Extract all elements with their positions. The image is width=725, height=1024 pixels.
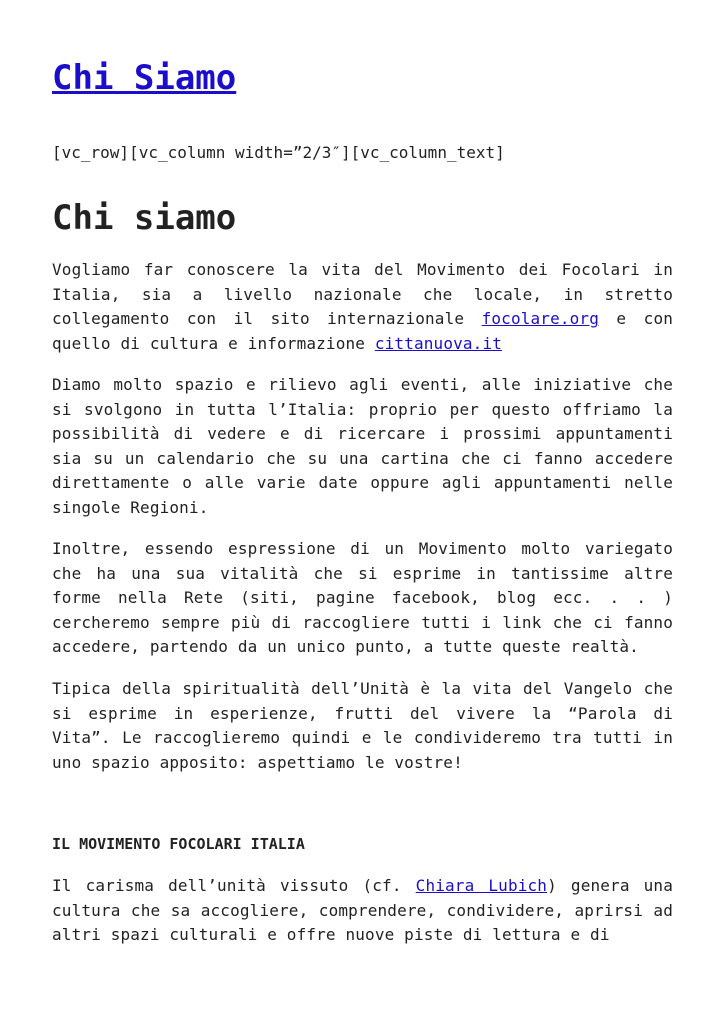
cittanuova-link[interactable]: cittanuova.it xyxy=(374,333,503,353)
subsection-heading: IL MOVIMENTO FOCOLARI ITALIA xyxy=(52,835,305,853)
intro-text-start: Vogliamo far conoscere la vita del Movimento dei Focolari in Italia, sia a livello nazionale che locale, in stretto collegamento con il sito internazionale xyxy=(52,260,673,329)
charism-text-start: Il carisma dell’unità vissuto (cf. xyxy=(52,876,416,895)
charism-paragraph xyxy=(52,874,673,948)
events-paragraph: Diamo molto spazio e rilievo agli eventi, alle iniziative che si svolgono in tutta l’Italia: proprio per questo offriamo la possibilità di vedere e di ricercare i prossimi appuntamenti sia su un calendario che su una cartina che ci fanno accedere direttamente o alle varie date oppure agli appuntamenti nelle singole Regioni. xyxy=(52,375,673,517)
gospel-paragraph: Tipica della spiritualità dell’Unità è la vita del Vangelo che si esprime in esperienze, frutti del vivere la “Parola di Vita”. Le raccoglieremo quindi e le condivideremo tra tutti in uno spazio apposito: aspettiamo le vostre! xyxy=(52,679,673,772)
page-title-link[interactable]: Chi Siamo xyxy=(52,58,237,98)
network-paragraph: Inoltre, essendo espressione di un Movimento molto variegato che ha una sua vitalità che si esprime in tantissime altre forme nella Rete (siti, pagine facebook, blog ecc. . . ) cercheremo sempre più di raccogliere tutti i link che ci fanno accedere, partendo da un unico punto, a tutte queste realtà. xyxy=(52,539,673,657)
focolare-org-link[interactable]: focolare.org xyxy=(481,309,599,329)
chiara-lubich-link[interactable]: Chiara Lubich xyxy=(415,876,548,895)
intro-text-middle: e con quello di cultura e informazione xyxy=(52,309,674,353)
intro-paragraph xyxy=(52,258,673,356)
page-title xyxy=(52,56,236,100)
shortcode-text: [vc_row][vc_column width=”2/3″][vc_column_text] xyxy=(52,143,505,162)
charism-text-end: ) genera una cultura che sa accogliere, comprendere, condividere, aprirsi ad altri spazi culturali e offre nuove piste di lettura e di xyxy=(52,876,673,945)
section-heading: Chi siamo xyxy=(52,198,237,238)
